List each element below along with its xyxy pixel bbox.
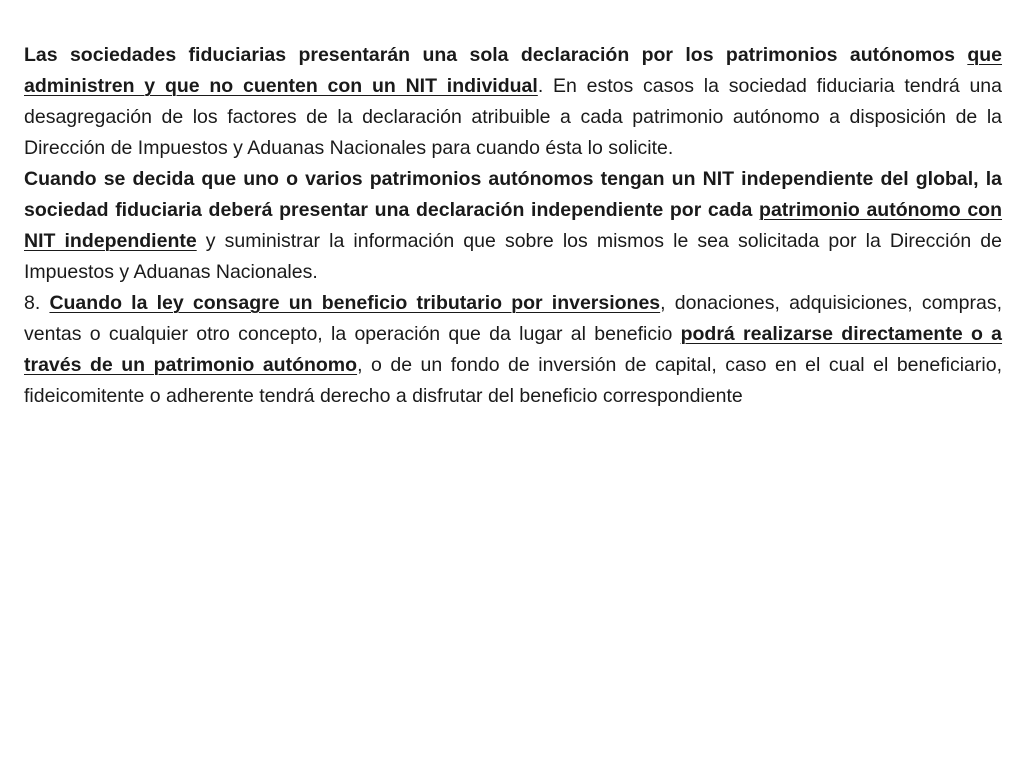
text-segment-bold-underline: podrá realizarse directamente o a través de un patrimonio autónomo — [24, 323, 1003, 376]
text-segment-bold: Las sociedades fiduciarias presentarán una sola declaración por los patrimonios autónomos — [24, 44, 968, 66]
paragraph-independent-nit — [24, 164, 1002, 288]
text-segment: , o de un fondo de inversión de capital, caso en el cual el beneficiario, fideicomitente o adherente tendrá derecho a disfrutar del beneficio correspondiente — [24, 354, 1002, 407]
text-segment: y suministrar la información que sobre los mismos le sea solicitada por la Dirección de Impuestos y Aduanas Nacionales. — [24, 230, 1002, 283]
text-segment-bold-underline: que administren y que no cuenten con un NIT individual — [24, 44, 1002, 97]
paragraph-tax-benefit — [24, 288, 1002, 412]
slide-body-text — [24, 40, 1002, 412]
text-segment-bold: Cuando se decida que uno o varios patrimonios autónomos tengan un NIT independiente del global, la sociedad fiduciaria deberá presentar una declaración independiente por cada — [24, 168, 1002, 221]
text-segment-bold-underline: patrimonio autónomo con NIT independiente — [24, 199, 1003, 252]
text-segment: . En estos casos la sociedad fiduciaria tendrá una desagregación de los factores de la declaración atribuible a cada patrimonio autónomo a disposición de la Dirección de Impuestos y Aduanas Nacionales para cuando ésta lo solicite. — [24, 75, 1002, 159]
text-segment: , donaciones, adquisiciones, compras, ventas o cualquier otro concepto, la operación que da lugar al beneficio — [24, 292, 1003, 345]
paragraph-fiduciary-declaration — [24, 40, 1002, 164]
text-segment-bold-underline: Cuando la ley consagre un beneficio tributario por inversiones — [49, 292, 661, 314]
text-segment: 8. — [24, 292, 50, 314]
